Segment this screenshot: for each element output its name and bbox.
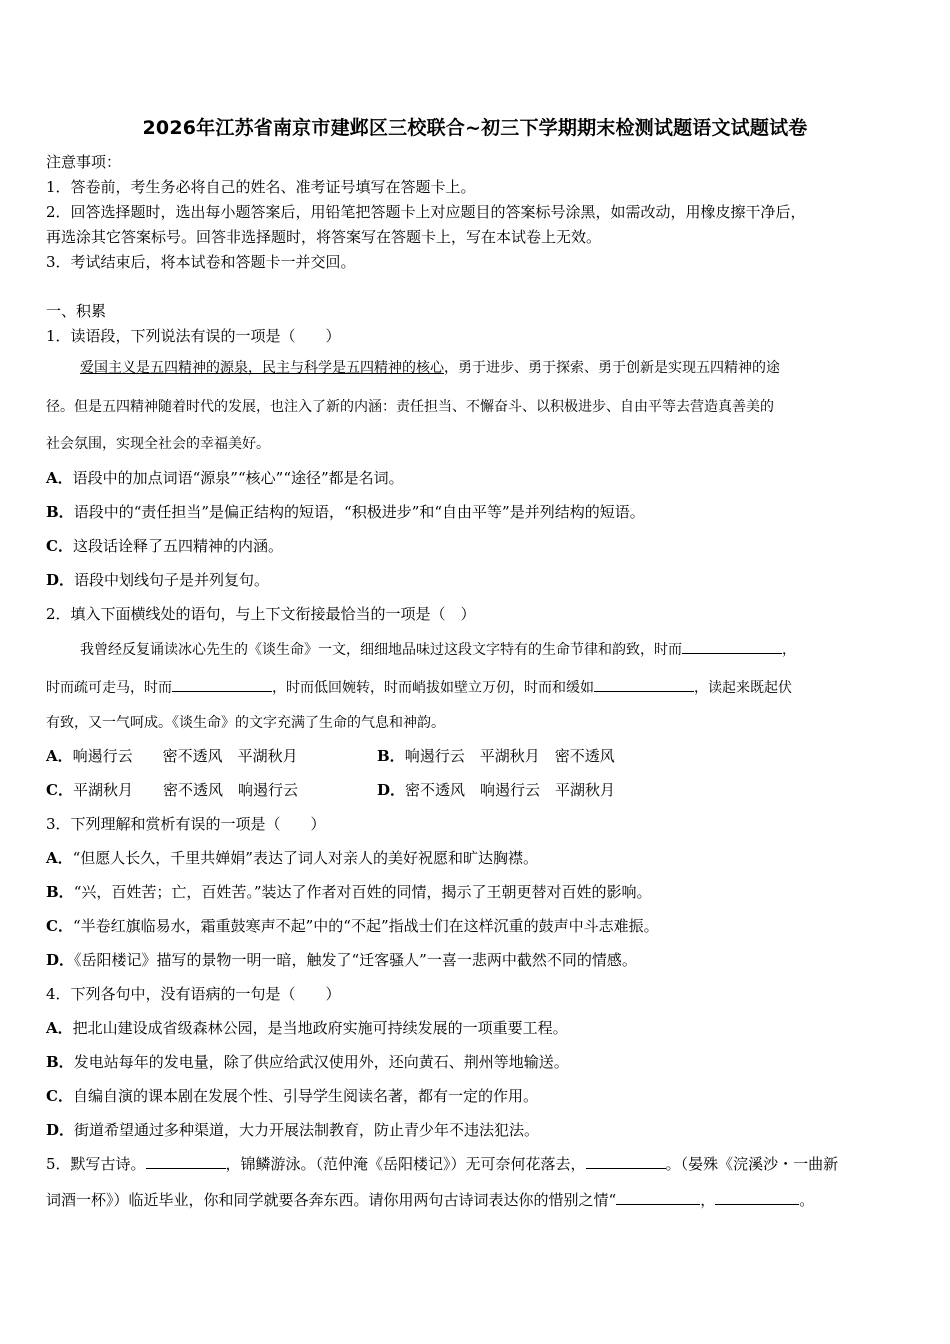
- question-1-passage: [80, 358, 780, 378]
- question-3-option-c: C．“半卷红旗临易水，霜重鼓寒声不起”中的“不起”指战士们在这样沉重的鼓声中斗志难振。: [46, 917, 659, 935]
- page-title: 2026年江苏省南京市建邺区三校联合~初三下学期期末检测试题语文试题试卷: [142, 117, 808, 139]
- notice-item: 再选涂其它答案标号。回答非选择题时，将答案写在答题卡上，写在本试卷上无效。: [46, 228, 602, 246]
- question-1-passage-line: 社会氛围，实现全社会的幸福美好。: [46, 436, 270, 452]
- question-1-stem: 1．读语段，下列说法有误的一项是（ ）: [46, 327, 341, 345]
- question-4-option-d: D．街道希望通过多种渠道，大力开展法制教育，防止青少年不违法犯法。: [46, 1121, 540, 1139]
- question-2-passage: 我曾经反复诵读冰心先生的《谈生命》一文，细细地品味过这段文字特有的生命节律和韵致，时而 ，: [80, 639, 796, 660]
- notice-item: 2．回答选择题时，选出每小题答案后，用铅笔把答题卡上对应题目的答案标号涂黑，如需改动，用橡皮擦干净后，: [46, 203, 806, 221]
- question-2-option-b: B．响遏行云 平湖秋月 密不透风: [377, 747, 615, 765]
- notice-heading: 注意事项：: [46, 153, 122, 171]
- question-2-option-c: C．平湖秋月 密不透风 响遏行云: [46, 781, 298, 799]
- answer-blank: [146, 1154, 226, 1169]
- notice-item: 3．考试结束后，将本试卷和答题卡一并交回。: [46, 253, 356, 271]
- answer-blank: [586, 1154, 666, 1169]
- question-4-stem: 4．下列各句中，没有语病的一句是（ ）: [46, 985, 341, 1003]
- question-4-option-a: A．把北山建设成省级森林公园，是当地政府实施可持续发展的一项重要工程。: [46, 1019, 568, 1037]
- question-1-option-c: C．这段话诠释了五四精神的内涵。: [46, 537, 283, 555]
- question-3-option-d: D．《岳阳楼记》描写的景物一明一暗，触发了“迁客骚人”一喜一悲两中截然不同的情感。: [46, 951, 637, 969]
- question-1-option-b: B．语段中的“责任担当”是偏正结构的短语，“积极进步”和“自由平等”是并列结构的短语。: [46, 503, 645, 521]
- question-1-passage-line: 径。但是五四精神随着时代的发展，也注入了新的内涵：责任担当、不懈奋斗、以积极进步、自由平等去营造真善美的: [46, 399, 774, 415]
- question-2-option-d: D．密不透风 响遏行云 平湖秋月: [377, 781, 616, 799]
- question-5-line: 5．默写古诗。 ，锦鳞游泳。（范仲淹《岳阳楼记》）无可奈何花落去， 。（晏殊《浣溪沙・一曲新: [46, 1155, 839, 1173]
- question-5-line: 词酒一杯》）临近毕业，你和同学就要各奔东西。请你用两句古诗词表达你的惜别之情“ ， 。: [46, 1191, 815, 1209]
- section-heading: 一、积累: [46, 302, 107, 320]
- answer-blank: [682, 639, 782, 654]
- underlined-sentence: 爱国主义是五四精神的源泉: [80, 360, 248, 376]
- passage-text: ，勇于进步、勇于探索、勇于创新是实现五四精神的途: [444, 360, 780, 376]
- notice-item: 1．答卷前，考生务必将自己的姓名、准考证号填写在答题卡上。: [46, 178, 476, 196]
- question-2-passage-line: 时而疏可走马，时而 ，时而低回婉转，时而峭拔如壁立万仞，时而和缓如 ，读起来既起伏: [46, 677, 792, 698]
- question-1-option-a: A．语段中的加点词语“源泉”“核心”“途径”都是名词。: [46, 469, 404, 487]
- answer-blank: [715, 1190, 799, 1205]
- question-3-option-b: B．“兴，百姓苦；亡，百姓苦。”装达了作者对百姓的同情，揭示了王朝更替对百姓的影响。: [46, 883, 652, 901]
- question-2-stem: 2．填入下面横线处的语句，与上下文衔接最恰当的一项是（ ）: [46, 605, 476, 623]
- answer-blank: [594, 677, 694, 692]
- answer-blank: [616, 1190, 700, 1205]
- question-4-option-c: C．自编自演的课本剧在发展个性、引导学生阅读名著，都有一定的作用。: [46, 1087, 538, 1105]
- answer-blank: [172, 677, 272, 692]
- question-2-option-a: A．响遏行云 密不透风 平湖秋月: [46, 747, 298, 765]
- question-2-passage-line: 有致，又一气呵成。《谈生命》的文字充满了生命的气息和神韵。: [46, 715, 445, 731]
- question-3-option-a: A．“但愿人长久，千里共婵娟”表达了词人对亲人的美好祝愿和旷达胸襟。: [46, 849, 538, 867]
- question-4-option-b: B．发电站每年的发电量，除了供应给武汉使用外，还向黄石、荆州等地输送。: [46, 1053, 569, 1071]
- underlined-sentence: ，民主与科学是五四精神的核心: [248, 360, 444, 376]
- question-1-option-d: D．语段中划线句子是并列复句。: [46, 571, 270, 589]
- question-3-stem: 3．下列理解和赏析有误的一项是（ ）: [46, 815, 326, 833]
